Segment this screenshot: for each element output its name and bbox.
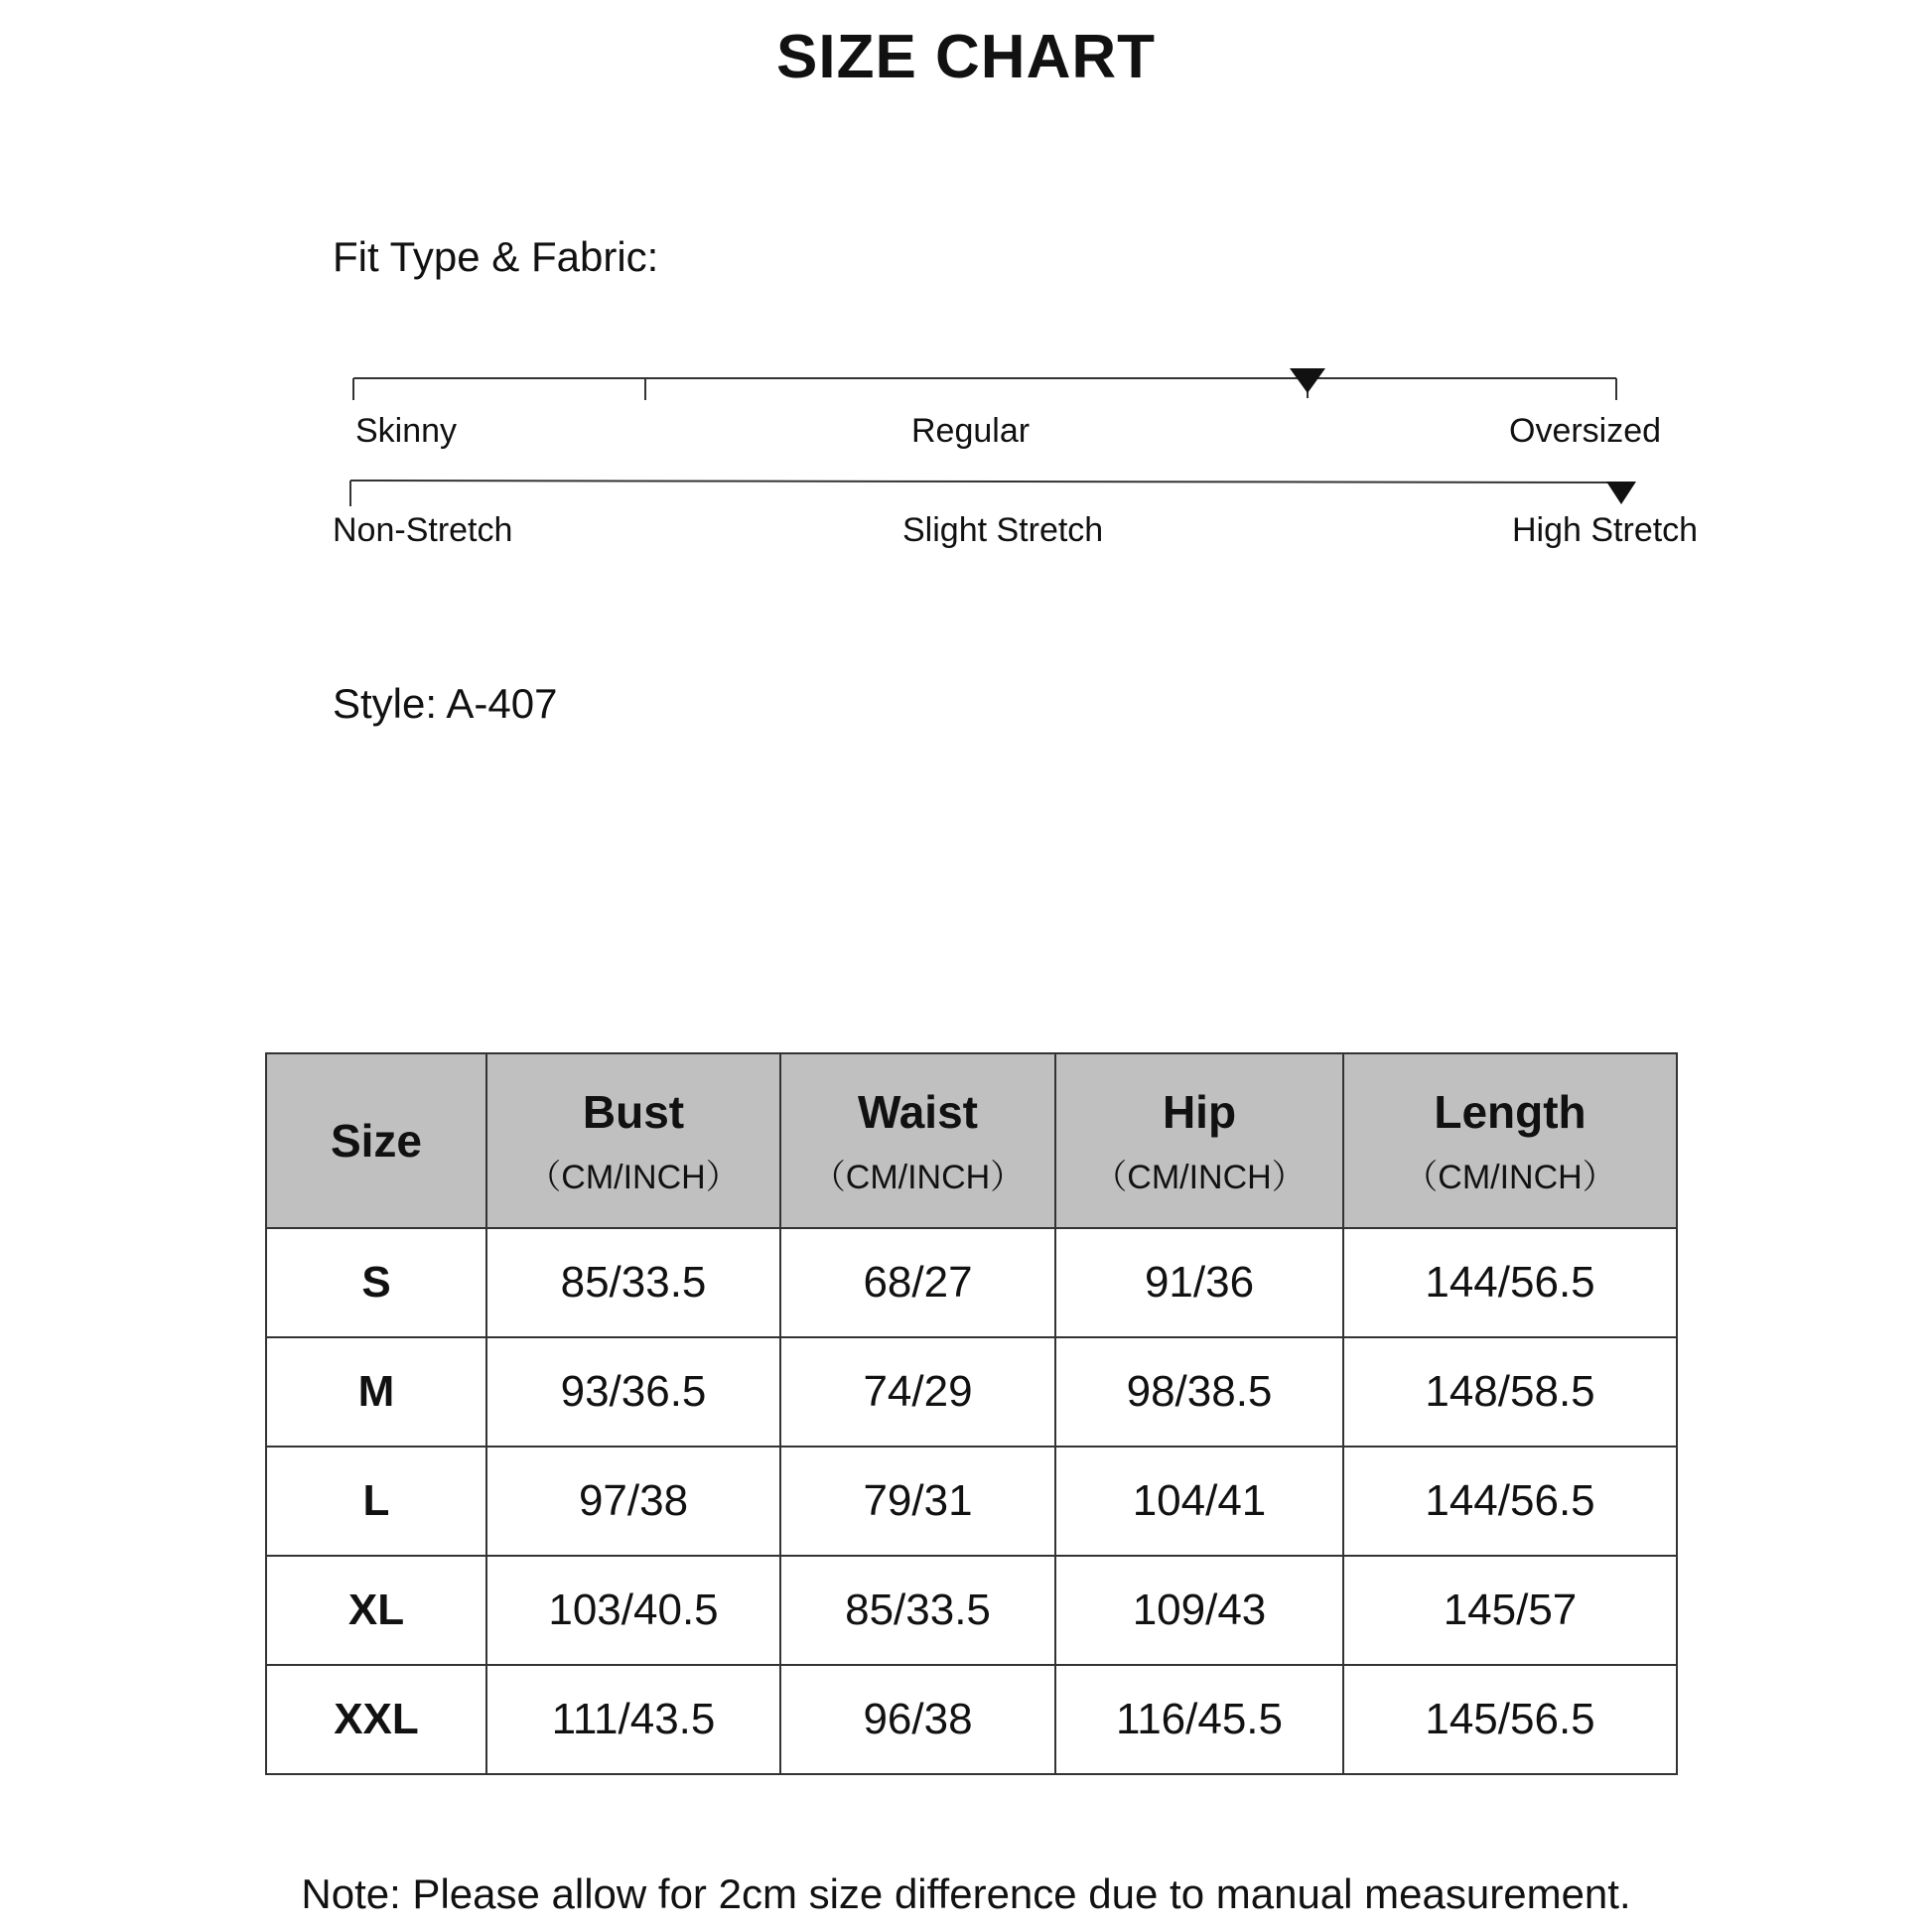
size-cell: XL xyxy=(266,1556,486,1665)
table-row xyxy=(266,1228,1677,1337)
measurement-note: Note: Please allow for 2cm size difference due to manual measurement. xyxy=(301,1870,1631,1917)
bust-cell: 85/33.5 xyxy=(486,1228,780,1337)
hip-cell: 116/45.5 xyxy=(1055,1665,1343,1774)
header-hip-name: Hip xyxy=(1162,1086,1237,1138)
fit-label-regular: Regular xyxy=(911,412,1031,450)
waist-cell: 74/29 xyxy=(780,1337,1055,1447)
table-header-row xyxy=(266,1053,1677,1228)
stretch-selected-marker-icon xyxy=(1606,482,1636,504)
length-cell: 148/58.5 xyxy=(1343,1337,1677,1447)
table-row xyxy=(266,1447,1677,1556)
size-cell: L xyxy=(266,1447,486,1556)
stretch-scale-line xyxy=(350,481,1620,483)
length-cell: 145/57 xyxy=(1343,1556,1677,1665)
bust-cell: 93/36.5 xyxy=(486,1337,780,1447)
table-row xyxy=(266,1556,1677,1665)
header-waist-unit: （CM/INCH） xyxy=(811,1159,1025,1196)
size-cell: S xyxy=(266,1228,486,1337)
stretch-label-non-stretch: Non-Stretch xyxy=(333,511,513,549)
fit-label-oversized: Oversized xyxy=(1509,412,1662,450)
size-cell: M xyxy=(266,1337,486,1447)
waist-cell: 68/27 xyxy=(780,1228,1055,1337)
fit-selected-marker-icon xyxy=(1290,368,1325,393)
waist-cell: 85/33.5 xyxy=(780,1556,1055,1665)
hip-cell: 104/41 xyxy=(1055,1447,1343,1556)
header-bust-name: Bust xyxy=(582,1086,685,1138)
bust-cell: 111/43.5 xyxy=(486,1665,780,1774)
waist-cell: 79/31 xyxy=(780,1447,1055,1556)
header-bust xyxy=(486,1053,780,1228)
size-cell: XXL xyxy=(266,1665,486,1774)
header-waist xyxy=(780,1053,1055,1228)
fit-label-skinny: Skinny xyxy=(355,412,458,450)
header-length-unit: （CM/INCH） xyxy=(1404,1159,1616,1196)
length-cell: 145/56.5 xyxy=(1343,1665,1677,1774)
bust-cell: 103/40.5 xyxy=(486,1556,780,1665)
style-label: Style: A-407 xyxy=(333,680,558,727)
header-waist-name: Waist xyxy=(858,1086,978,1138)
hip-cell: 109/43 xyxy=(1055,1556,1343,1665)
header-hip-unit: （CM/INCH） xyxy=(1093,1159,1306,1196)
stretch-label-slight-stretch: Slight Stretch xyxy=(902,511,1104,549)
hip-cell: 91/36 xyxy=(1055,1228,1343,1337)
waist-cell: 96/38 xyxy=(780,1665,1055,1774)
length-cell: 144/56.5 xyxy=(1343,1447,1677,1556)
header-hip xyxy=(1055,1053,1343,1228)
stretch-label-high-stretch: High Stretch xyxy=(1512,511,1699,549)
header-length-name: Length xyxy=(1434,1086,1587,1138)
length-cell: 144/56.5 xyxy=(1343,1228,1677,1337)
header-length xyxy=(1343,1053,1677,1228)
fit-type-fabric-label: Fit Type & Fabric: xyxy=(333,233,659,280)
header-size: Size xyxy=(266,1053,486,1228)
hip-cell: 98/38.5 xyxy=(1055,1337,1343,1447)
header-bust-unit: （CM/INCH） xyxy=(527,1159,740,1196)
size-table xyxy=(265,1052,1678,1775)
page-title: SIZE CHART xyxy=(776,23,1156,91)
table-row xyxy=(266,1665,1677,1774)
fit-scale-graphic xyxy=(0,0,1932,556)
bust-cell: 97/38 xyxy=(486,1447,780,1556)
table-row xyxy=(266,1337,1677,1447)
